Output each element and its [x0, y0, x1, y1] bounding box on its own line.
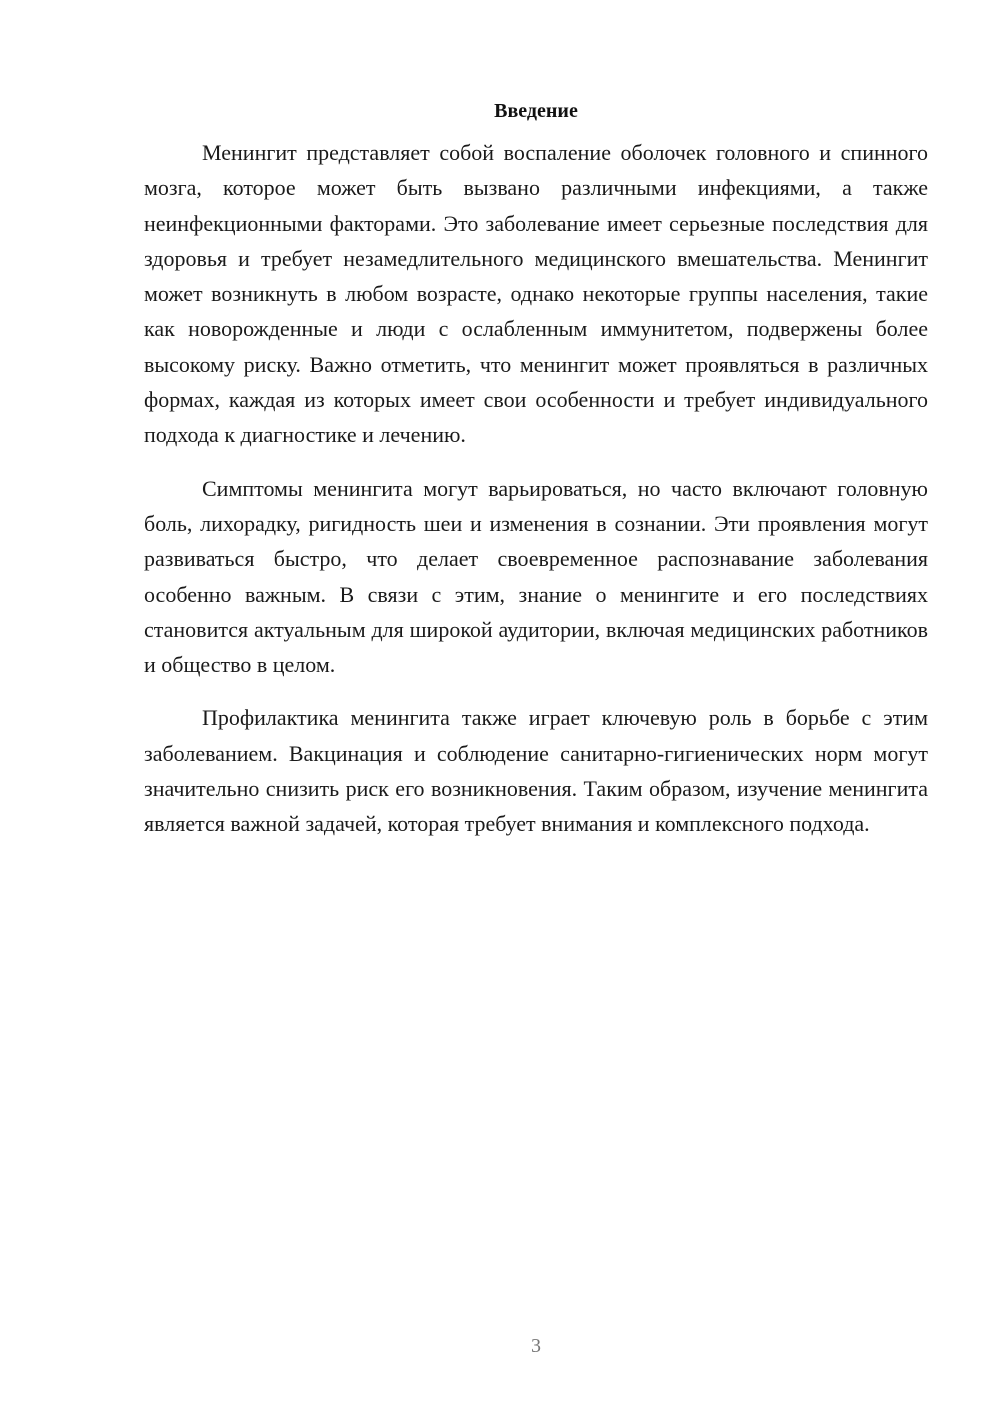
section-heading: Введение	[494, 100, 578, 122]
page-number: 3	[531, 1335, 541, 1357]
page-content	[144, 94, 928, 860]
paragraph-intro: Менингит представляет собой воспаление оболочек головного и спинного мозга, которое может быть вызвано различными инфекциями, а также неинфекционными факторами. Это заболевание имеет серьезные последствия для здоровья и требует незамедлительного медицинского вмешательства. Менингит может возникнуть в любом возрасте, однако некоторые группы населения, такие как новорожденные и люди с ослабленным иммунитетом, подвержены более высокому риску. Важно отметить, что менингит может проявляться в различных формах, каждая из которых имеет свои особенности и требует индивидуального подхода к диагностике и лечению.	[144, 140, 928, 448]
paragraph-symptoms: Симптомы менингита могут варьироваться, но часто включают головную боль, лихорадку, ригидность шеи и изменения в сознании. Эти проявления могут развиваться быстро, что делает своевременное распознавание заболевания особенно важным. В связи с этим, знание о менингите и его последствиях становится актуальным для широкой аудитории, включая медицинских работников и общество в целом.	[144, 475, 928, 678]
paragraph-prevention: Профилактика менингита также играет ключевую роль в борьбе с этим заболеванием. Вакцинация и соблюдение санитарно-гигиенических норм могут значительно снизить риск его возникновения. Таким образом, изучение менингита является важной задачей, которая требует внимания и комплексного подхода.	[144, 705, 928, 837]
